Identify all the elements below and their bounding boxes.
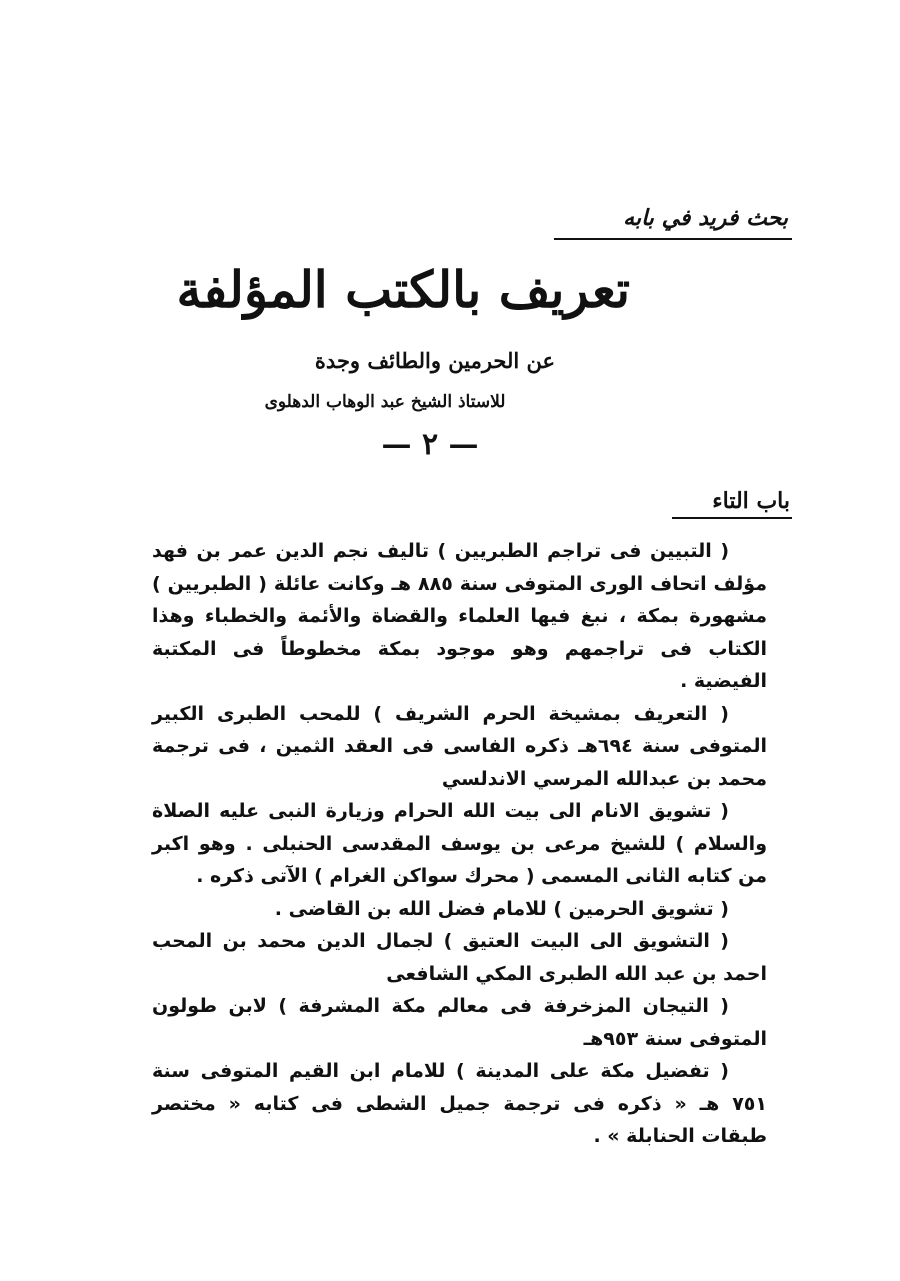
article-title: تعريف بالكتب المؤلفة (176, 260, 630, 319)
book-entry: ( التبيين فى تراجم الطبريين ) تاليف نجم الدين عمر بن فهد مؤلف اتحاف الورى المتوفى سنة ٨٨٥ هـ وكانت عائلة ( الطبريين ) مشهورة بمكة ، نبغ فيها العلماء والقضاة والأئمة والخطباء وهذا الكتاب فى تراجمهم وهو موجود بمكة مخطوطاً فى المكتبة الفيضية . (152, 540, 767, 692)
book-entry: ( تشويق الحرمين ) للامام فضل الله بن القاضى . (274, 897, 729, 920)
section-heading: باب التاء (712, 488, 790, 514)
part-number: — ٢ — (381, 427, 479, 462)
series-label: بحث فريد في بابه (623, 205, 788, 231)
section-heading-underline (672, 517, 792, 519)
article-subtitle: عن الحرمين والطائف وجدة (314, 348, 556, 373)
book-entry: ( التيجان المزخرفة فى معالم مكة المشرفة ) لابن طولون المتوفى سنة ٩٥٣هـ (152, 995, 767, 1050)
book-entry: ( تفضيل مكة على المدينة ) للامام ابن القيم المتوفى سنة ٧٥١ هـ « ذكره فى ترجمة جميل الشطى فى كتابه « مختصر طبقات الحنابلة » . (152, 1060, 767, 1147)
book-entry: ( التعريف بمشيخة الحرم الشريف ) للمحب الطبرى الكبير المتوفى سنة ٦٩٤هـ ذكره الفاسى فى العقد الثمين ، فى ترجمة محمد بن عبدالله المرسي الاندلسي (152, 702, 767, 790)
book-entry: ( التشويق الى البيت العتيق ) لجمال الدين محمد بن المحب احمد بن عبد الله الطبرى المكي الشافعى (152, 930, 767, 985)
series-label-underline (554, 238, 792, 240)
article-author: للاستاذ الشيخ عبد الوهاب الدهلوى (264, 392, 506, 412)
book-entry: ( تشويق الانام الى بيت الله الحرام وزيارة النبى عليه الصلاة والسلام ) للشيخ مرعى بن يوسف المقدسى الحنبلى . وهو اكبر من كتابه الثانى المسمى ( محرك سواكن الغرام ) الآتى ذكره . (152, 800, 767, 887)
body-text (152, 535, 767, 1153)
